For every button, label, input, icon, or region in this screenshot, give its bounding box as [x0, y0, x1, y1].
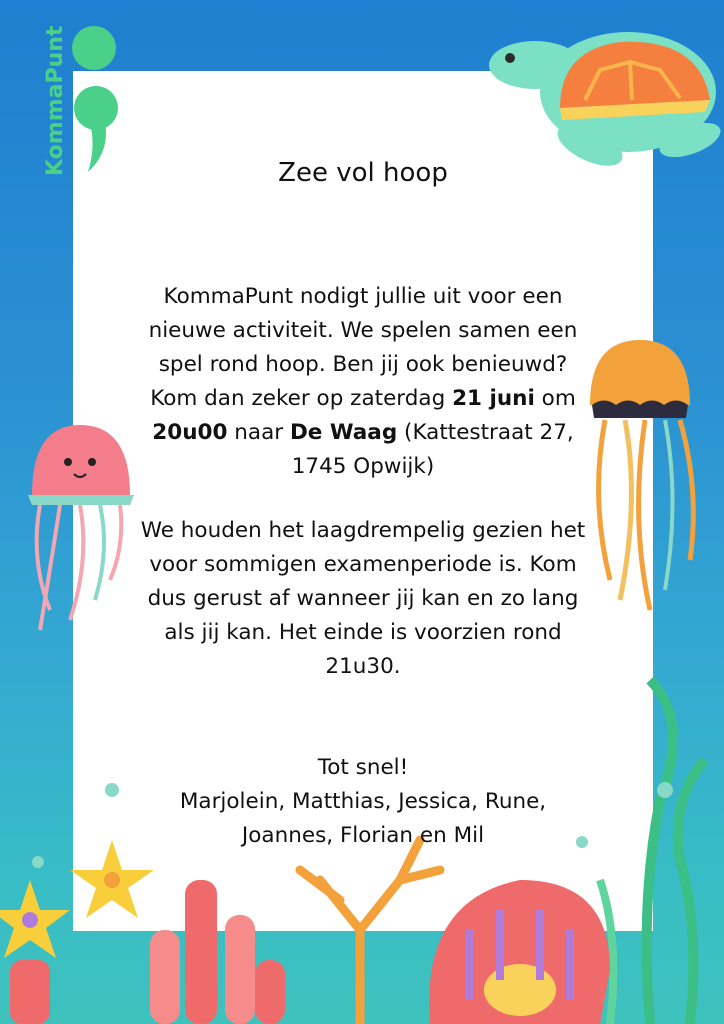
event-venue: De Waag: [289, 420, 398, 445]
intro-paragraph: [140, 280, 586, 484]
jellyfish-orange-icon: [590, 340, 693, 610]
signatures-text: Marjolein, Matthias, Jessica, Rune, Joannes, Florian en Mil: [179, 789, 547, 848]
logo-text: KommaPunt: [43, 25, 68, 176]
intro-text-3: naar: [227, 420, 290, 445]
jellyfish-pink-icon: [28, 425, 134, 630]
info-paragraph: We houden het laagdrempelig gezien het voor sommigen examenperiode is. Kom dus gerust af wanneer jij kan en zo lang als jij kan. Het einde is voorzien rond 21u30.: [140, 518, 586, 679]
venue-address: (Kattestraat 27, 1745 Opwijk): [291, 420, 574, 479]
closing-block: [140, 751, 586, 853]
logo-comma-icon: [72, 26, 118, 172]
event-time: 20u00: [152, 420, 228, 445]
turtle-icon: [489, 32, 724, 174]
greeting-text: Tot snel!: [317, 755, 409, 780]
event-date: 21 juni: [452, 386, 535, 411]
page-title: Zee vol hoop: [278, 158, 448, 188]
intro-text-2: om: [534, 386, 576, 411]
intro-text-1: KommaPunt nodigt jullie uit voor een nieuwe activiteit. We spelen samen een spel rond hoop. Ben jij ook benieuwd? Kom dan zeker op zaterdag: [148, 284, 578, 411]
